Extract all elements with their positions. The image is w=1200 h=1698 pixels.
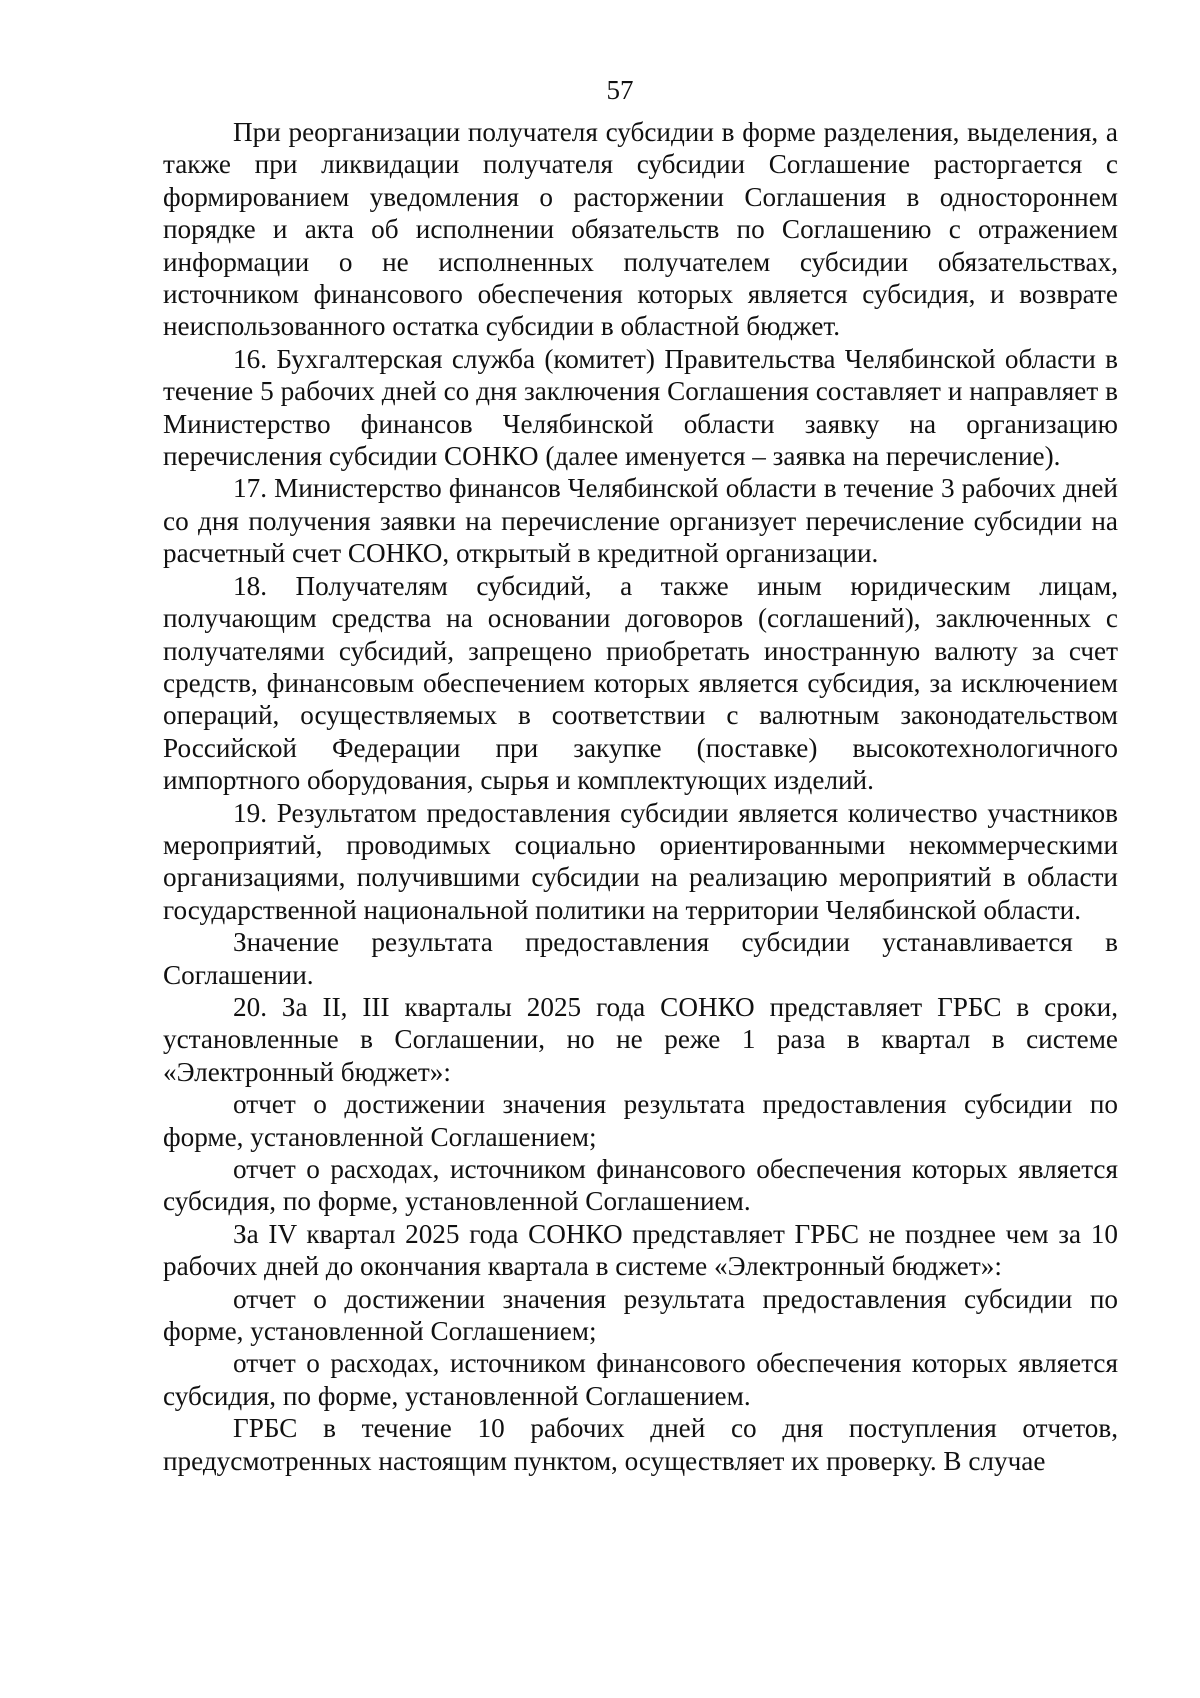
document-body	[163, 116, 1118, 1477]
paragraph-grbs-check: ГРБС в течение 10 рабочих дней со дня поступления отчетов, предусмотренных настоящим пунктом, осуществляет их проверку. В случае	[163, 1413, 1118, 1476]
paragraph-report-expenses-q2-q3: отчет о расходах, источником финансового обеспечения которых является субсидия, по форме, установленной Соглашением.	[163, 1154, 1118, 1217]
page-number: 57	[606, 75, 634, 105]
paragraph-17: 17. Министерство финансов Челябинской области в течение 3 рабочих дней со дня получения заявки на перечисление организует перечисление субсидии на расчетный счет СОНКО, открытый в кредитной организации.	[163, 473, 1118, 569]
paragraph-report-result-q4: отчет о достижении значения результата предоставления субсидии по форме, установленной Соглашением;	[163, 1283, 1118, 1347]
paragraph-19: 19. Результатом предоставления субсидии является количество участников мероприятий, проводимых социально ориентированными некоммерческими организациями, получившими субсидии на реализацию мероприятий в области государственной национальной политики на территории Челябинской области.	[163, 797, 1118, 925]
paragraph-report-result-q2-q3: отчет о достижении значения результата предоставления субсидии по форме, установленной Соглашением;	[163, 1089, 1118, 1152]
paragraph-20: 20. За II, III кварталы 2025 года СОНКО представляет ГРБС в сроки, установленные в Соглашении, но не реже 1 раза в квартал в системе «Электронный бюджет»:	[163, 991, 1118, 1087]
paragraph-result-value: Значение результата предоставления субсидии устанавливается в Соглашении.	[163, 927, 1118, 990]
paragraph-18: 18. Получателям субсидий, а также иным юридическим лицам, получающим средства на основании договоров (соглашений), заключенных с получателями субсидий, запрещено приобретать иностранную валюту за счет средств, финансовым обеспечением которых является субсидия, за исключением операций, осуществляемых в соответствии с валютным законодательством Российской Федерации при закупке (поставке) высокотехнологичного импортного оборудования, сырья и комплектующих изделий.	[163, 570, 1118, 796]
paragraph-reorganization: При реорганизации получателя субсидии в форме разделения, выделения, а также при ликвидации получателя субсидии Соглашение расторгается с формированием уведомления о расторжении Соглашения в одностороннем порядке и акта об исполнении обязательств по Соглашению с отражением информации о не исполненных получателем субсидии обязательствах, источником финансового обеспечения которых является субсидия, и возврате неиспользованного остатка субсидии в областной бюджет.	[163, 117, 1118, 342]
paragraph-16: 16. Бухгалтерская служба (комитет) Правительства Челябинской области в течение 5 рабочих дней со дня заключения Соглашения составляет и направляет в Министерство финансов Челябинской области заявку на организацию перечисления субсидии СОНКО (далее именуется – заявка на перечисление).	[163, 343, 1118, 472]
paragraph-q4: За IV квартал 2025 года СОНКО представляет ГРБС не позднее чем за 10 рабочих дней до окончания квартала в системе «Электронный бюджет»:	[163, 1218, 1118, 1282]
paragraph-report-expenses-q4: отчет о расходах, источником финансового обеспечения которых является субсидия, по форме, установленной Соглашением.	[163, 1348, 1118, 1411]
